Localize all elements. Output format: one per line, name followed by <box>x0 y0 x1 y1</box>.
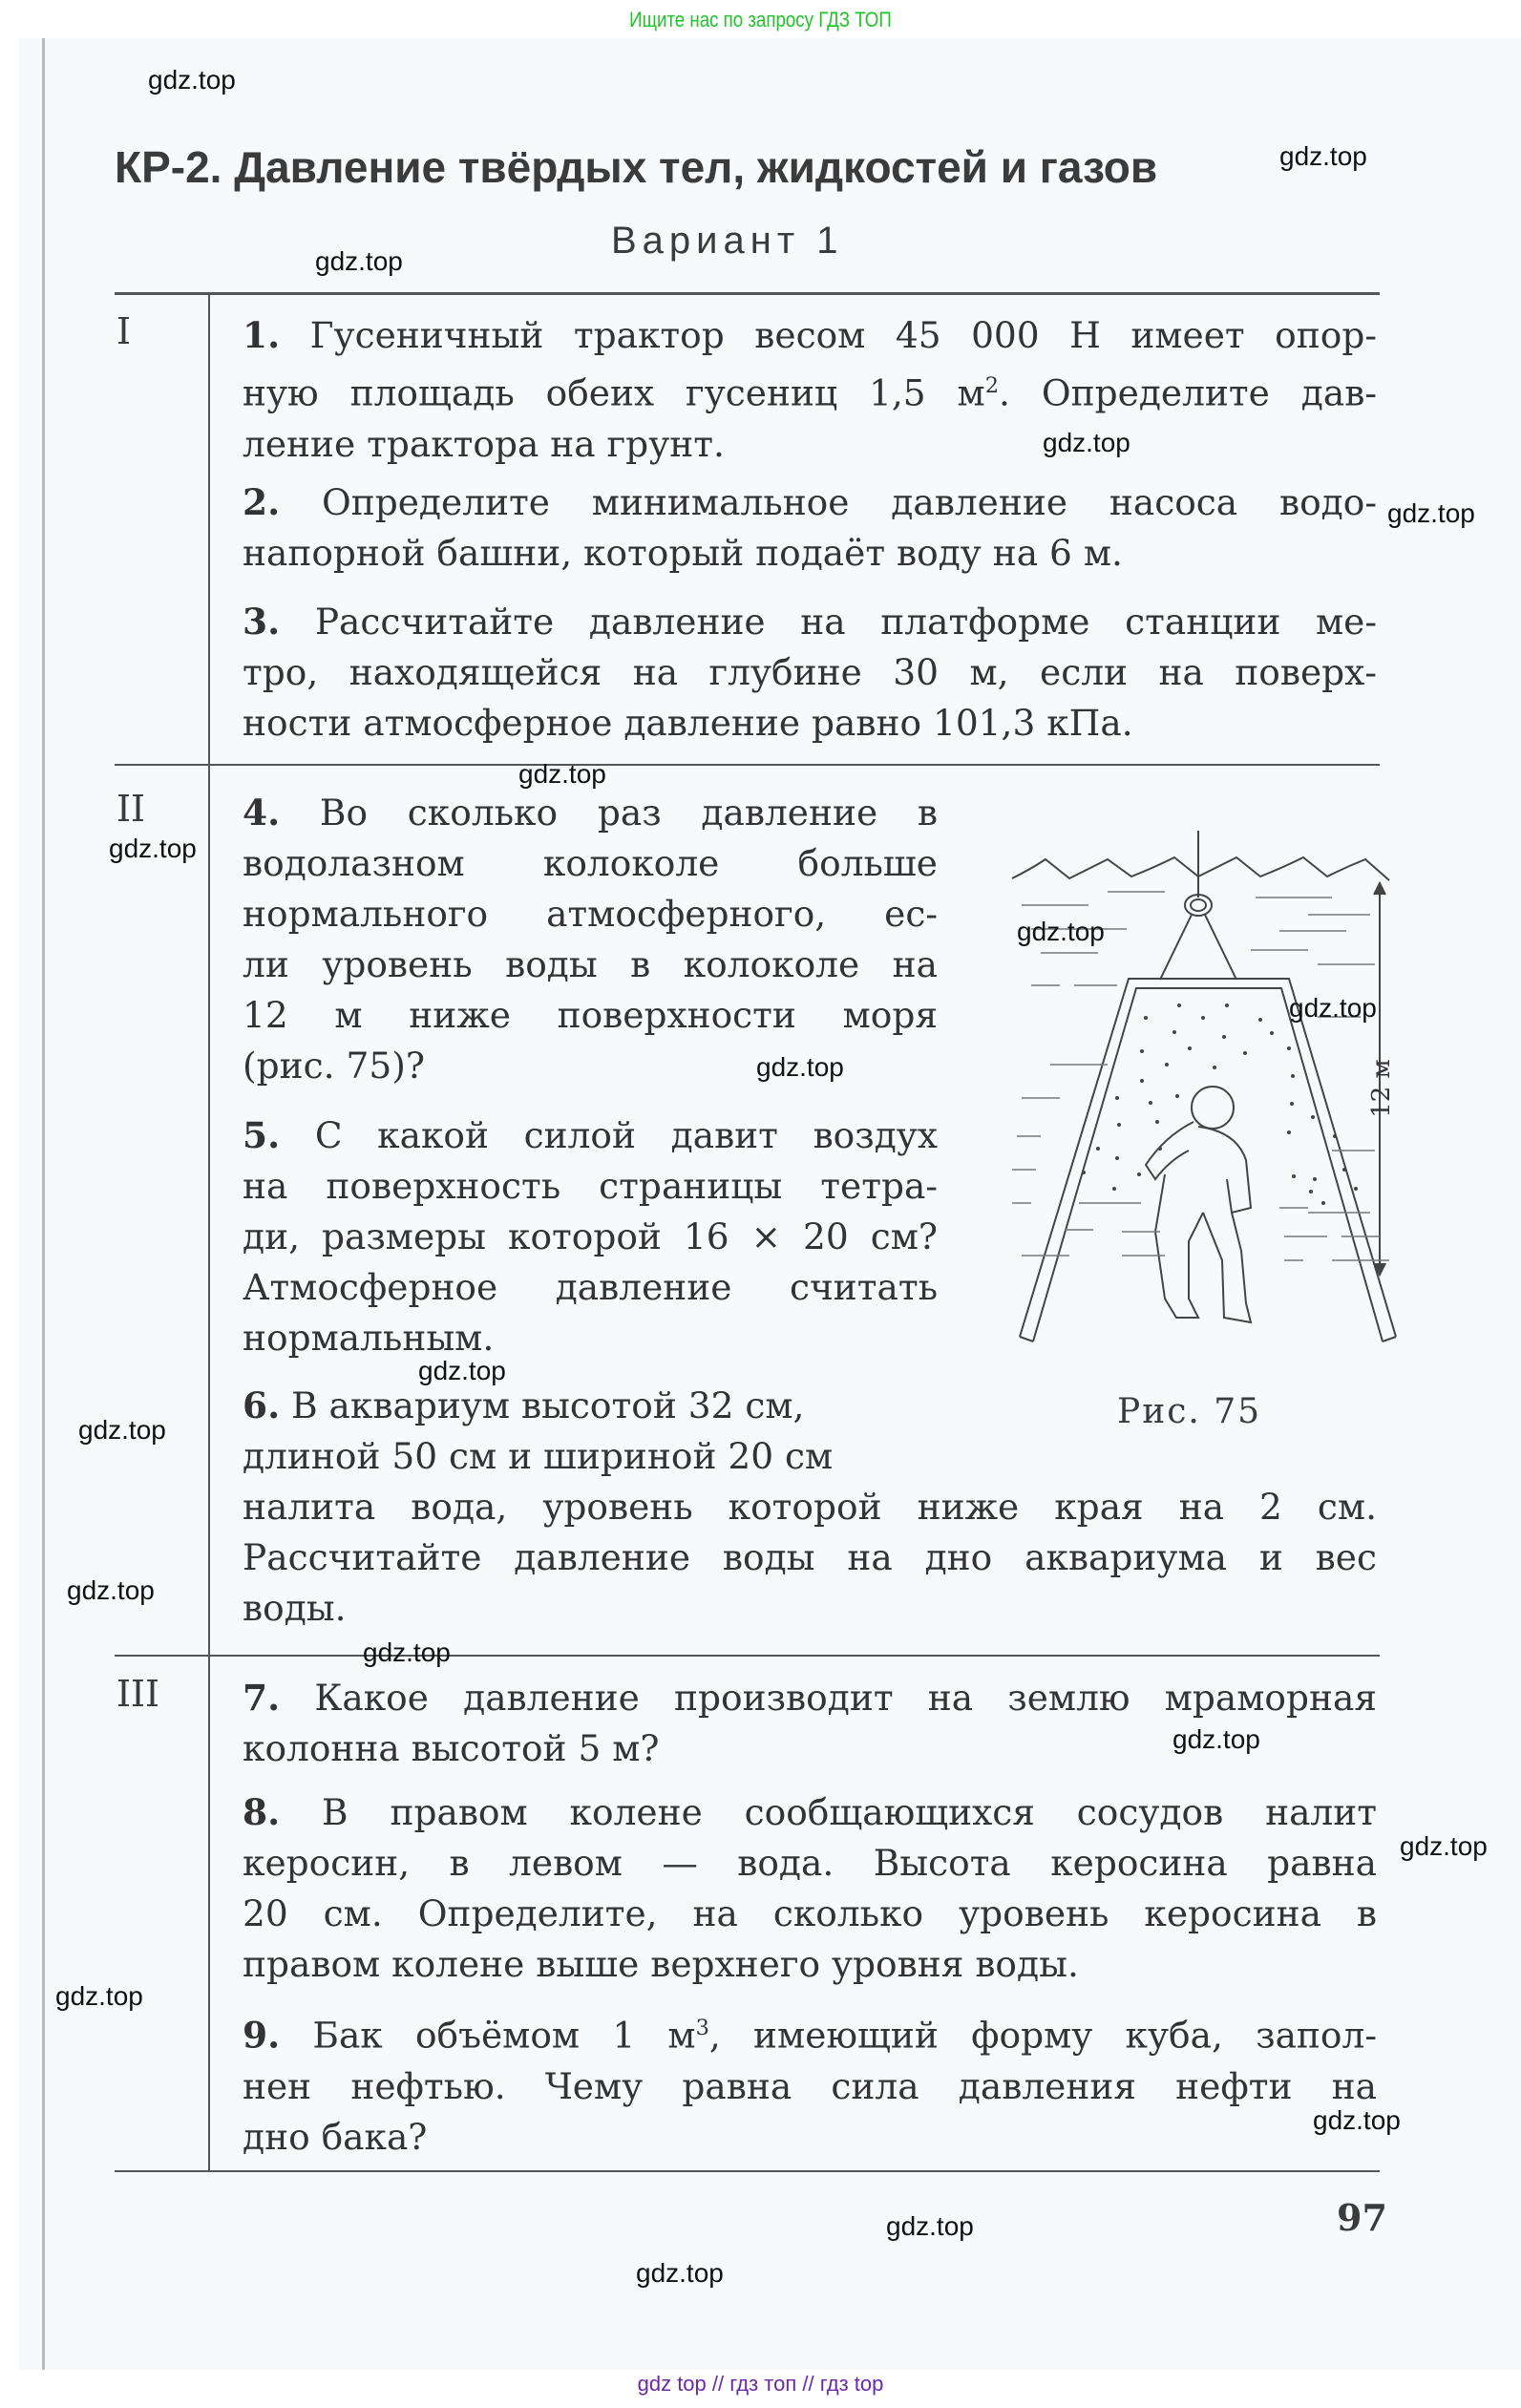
question-number: 7. <box>243 1677 281 1719</box>
question-4: 4. Во сколько раз давление в водолазном колоколе больше нормального атмосферного, ес- ли уровень воды в колоколе на 12 м ниже поверхности моря (рис. 75)? <box>243 792 939 1087</box>
watermark: gdz.top <box>109 834 197 863</box>
watermark: gdz.top <box>148 65 236 95</box>
level-label: III <box>116 1673 160 1715</box>
question-number: 6. <box>243 1384 281 1426</box>
question-9: 9. Бак объёмом 1 $м^3$, имеющий форму куба, запол- нен нефтью. Чему равна сила давления нефти на дно бака? <box>243 2014 1377 2158</box>
page-binding-edge <box>42 38 45 2370</box>
level-label: II <box>116 788 146 830</box>
question-8: 8. В правом колене сообщающихся сосудов налит керосин, в левом — вода. Высота керосина равна 20 см. Определите, на сколько уровень керосина в правом колене выше верхнего уровня воды. <box>243 1791 1377 1985</box>
question-5: 5. С какой силой давит воздух на поверхность страницы тетра- ди, размеры которой 16 × 20 см? Атмосферное давление считать нормальным. <box>243 1114 939 1359</box>
question-1: 1. Гусеничный трактор весом 45 000 Н имеет опор- ную площадь обеих гусениц 1,5 $м^2$. Определите дав- ление трактора на грунт. <box>243 314 1377 465</box>
watermark: gdz.top <box>55 1981 143 2011</box>
watermark: gdz.top <box>1289 993 1377 1023</box>
question-2: 2. Определите минимальное давление насоса водо- напорной башни, который подаёт воду на 6 м. <box>243 481 1377 574</box>
question-number: 4. <box>243 792 281 834</box>
question-7: 7. Какое давление производит на землю мраморная колонна высотой 5 м? <box>243 1677 1378 1769</box>
watermark: gdz.top <box>67 1575 155 1605</box>
question-number: 9. <box>243 2014 281 2057</box>
row-divider-2 <box>115 1655 1380 1657</box>
watermark: gdz.top <box>78 1415 166 1445</box>
question-number: 1. <box>243 314 281 356</box>
watermark: gdz.top <box>518 759 606 789</box>
page-number: 97 <box>1337 2196 1387 2239</box>
page-title: КР-2. Давление твёрдых тел, жидкостей и газов <box>115 142 1158 192</box>
watermark: gdz.top <box>1172 1724 1260 1754</box>
watermark: gdz.top <box>1313 2105 1401 2135</box>
question-3: 3. Рассчитайте давление на платформе станции ме- тро, находящейся на глубине 30 м, если на поверх- ности атмосферное давление равно 101,3 кПа. <box>243 601 1378 744</box>
watermark: gdz.top <box>418 1356 506 1385</box>
question-number: 5. <box>243 1114 281 1156</box>
level-label: I <box>116 310 132 352</box>
watermark: gdz.top <box>1387 498 1475 528</box>
table-bottom-border <box>115 2170 1380 2172</box>
watermark: gdz.top <box>756 1052 844 1082</box>
watermark: gdz.top <box>1400 1831 1488 1861</box>
depth-label: 12 м <box>1367 1059 1396 1118</box>
variant-heading: Вариант 1 <box>611 220 844 262</box>
figure-caption: Рис. 75 <box>1117 1392 1262 1431</box>
question-number: 3. <box>243 601 281 643</box>
watermark: gdz.top <box>363 1637 451 1667</box>
question-number: 8. <box>243 1791 281 1833</box>
watermark: gdz.top <box>1279 141 1367 171</box>
column-divider <box>208 292 210 2172</box>
row-divider-1 <box>115 764 1380 766</box>
watermark: gdz.top <box>1043 428 1130 457</box>
watermark: gdz.top <box>315 246 403 276</box>
question-number: 2. <box>243 481 281 523</box>
table-top-border <box>115 292 1380 295</box>
footer-links[interactable]: gdz top // гдз топ // гдз top <box>637 2372 884 2396</box>
question-6: 6. В аквариум высотой 32 см, длиной 50 см и шириной 20 см налита вода, уровень которой ниже края на 2 см. Рассчитайте давление воды на дно аквариума и вес воды. <box>243 1384 1377 1629</box>
watermark: gdz.top <box>636 2258 724 2288</box>
watermark: gdz.top <box>886 2211 974 2241</box>
watermark: gdz.top <box>1017 917 1105 946</box>
search-banner[interactable]: Ищите нас по запросу ГДЗ ТОП <box>629 8 892 32</box>
